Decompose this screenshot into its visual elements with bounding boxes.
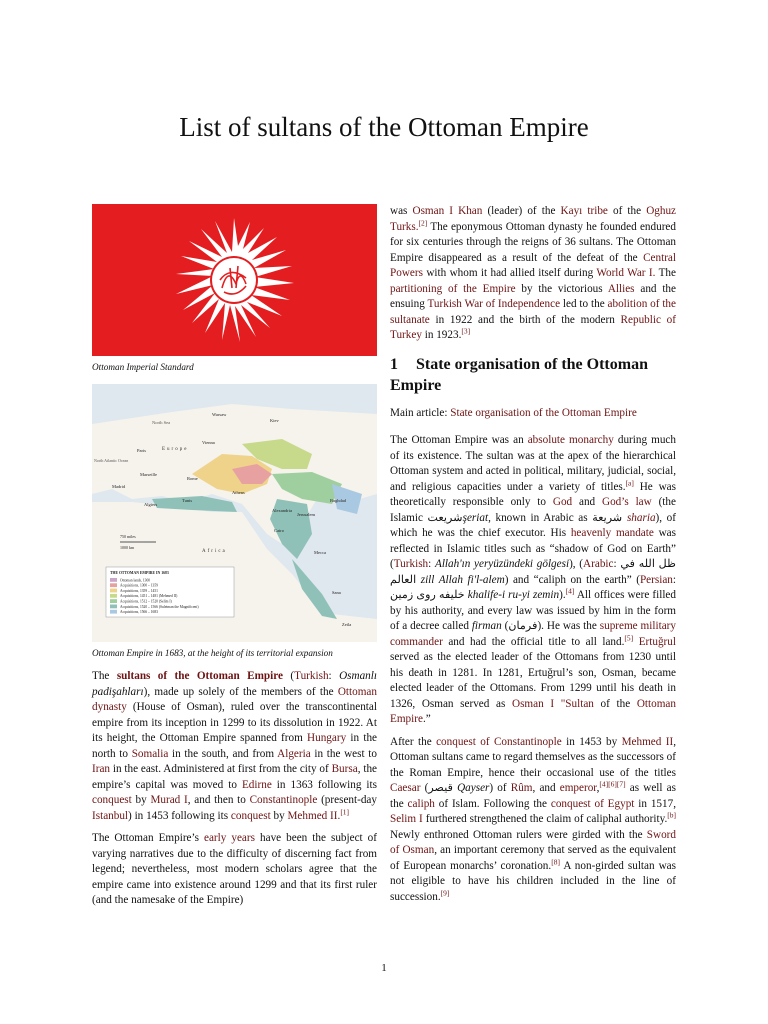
map-label-europe: Europe	[162, 446, 189, 452]
link-selim-i[interactable]: Selim I	[390, 813, 423, 825]
map-label-north-atlantic: North Atlantic Ocean	[94, 457, 129, 463]
ref-2[interactable]: [2]	[418, 217, 428, 227]
link-heavenly-mandate[interactable]: heavenly mandate	[570, 527, 654, 539]
text-seriat: şeriat	[462, 511, 489, 524]
link-rum[interactable]: Rûm	[510, 782, 533, 794]
map-legend-item: Acquisitions, 1451 – 1481 (Mehmed II)	[120, 593, 178, 598]
map-label-madrid: Madrid	[112, 483, 126, 489]
map-legend-swatch	[110, 593, 117, 597]
link-conquest-of-constantinople[interactable]: conquest of Constantinople	[436, 735, 562, 748]
intro-paragraph-2-cont: was Osman I Khan (leader) of the Kayı tribe of the Oghuz Turks.[2] The eponymous Ottoman dynasty he founded endured for six centuries through the reigns of 36 sultans. The Ottoman Empire disappeared as a result of the defeat of the Central Powers with whom it had allied itself during World War I. The partitioning of the Empire by the victorious Allies and the ensuing Turkish War of Independence led to the abolition of the sultanate in 1922 and the birth of the modern Republic of Turkey in 1923.[3]	[390, 205, 677, 341]
link-murad-i[interactable]: Murad I	[150, 794, 188, 806]
link-world-war-i[interactable]: World War I.	[596, 267, 656, 279]
map-label-warsaw: Warsaw	[212, 411, 227, 417]
link-oghuz-turks[interactable]: Oghuz Turks.	[390, 205, 677, 233]
map-legend	[106, 567, 234, 617]
map-legend-title: THE OTTOMAN EMPIRE IN 1683	[110, 570, 169, 575]
link-turkish-war[interactable]: Turkish War of Independence	[427, 298, 561, 310]
link-gods-law[interactable]: God’s law	[602, 496, 652, 508]
main-article-note	[390, 406, 676, 422]
text-zill-arabic: ظل الله في العالم	[390, 558, 677, 586]
link-algeria[interactable]: Algeria	[277, 747, 311, 760]
link-main-article[interactable]: State organisation of the Ottoman Empire	[450, 406, 637, 419]
link-hungary[interactable]: Hungary	[307, 732, 347, 744]
map-label-alexandria: Alexandria	[272, 507, 292, 513]
section-title: State organisation of the Ottoman Empire	[390, 355, 648, 394]
map-label-kiev: Kiev	[270, 417, 279, 423]
link-ottoman-dynasty[interactable]: Ottoman dynasty	[92, 685, 377, 713]
link-central-powers[interactable]: Central Powers	[390, 251, 676, 279]
map-legend-swatch	[110, 604, 117, 608]
map-legend-swatch	[110, 599, 117, 603]
text-qayser-arabic: قیصر	[428, 782, 453, 794]
text-khalife: khalife-i ru-yi zemin	[467, 589, 560, 601]
text-firman-arabic: فرمان	[508, 620, 538, 632]
page-number: 1	[381, 962, 387, 974]
text-osmanli: Osmanlı padişahları	[92, 670, 377, 698]
text-qayser: Qayser	[457, 782, 490, 794]
link-partitioning[interactable]: partitioning of the Empire	[390, 282, 516, 295]
map-label-cairo: Cairo	[274, 527, 284, 533]
link-god[interactable]: God	[552, 496, 573, 508]
link-caliph[interactable]: caliph	[407, 797, 435, 810]
section-number: 1	[390, 355, 398, 373]
map-label-sana: Sana	[332, 589, 341, 595]
link-osman-sultan[interactable]: Osman I "Sultan	[512, 697, 594, 710]
flag-caption: Ottoman Imperial Standard	[92, 362, 194, 372]
link-kayi-tribe[interactable]: Kayı tribe	[560, 205, 608, 217]
map-legend-item: Acquisitions, 1300 – 1359	[120, 583, 158, 588]
link-emperor[interactable]: emperor	[559, 782, 597, 794]
ref-4[interactable]: [4]	[565, 586, 575, 596]
link-edirne[interactable]: Edirne	[241, 778, 272, 791]
map-label-rome: Rome	[187, 475, 198, 481]
link-somalia[interactable]: Somalia	[131, 747, 169, 760]
text-zill: zill Allah fi'l-alem	[420, 573, 505, 586]
link-persian[interactable]: Persian	[639, 573, 673, 586]
text-sharia-arabic: شريعة	[592, 511, 623, 524]
link-abolition-sultanate[interactable]: abolition of the sultanate	[390, 298, 676, 326]
ref-1[interactable]: [1]	[340, 806, 350, 816]
section-heading	[390, 354, 676, 396]
ref-b[interactable]: [b]	[667, 810, 676, 820]
map-label-athens: Athens	[232, 489, 245, 495]
link-mehmed-ii[interactable]: Mehmed II.	[287, 809, 341, 822]
link-turkish[interactable]: Turkish	[294, 670, 329, 682]
text-khalife-persian: خلیفه روی زمین	[390, 589, 465, 601]
link-mehmed-ii-2[interactable]: Mehmed II	[621, 735, 674, 748]
link-conquest-edirne[interactable]: conquest	[92, 794, 132, 806]
link-turkish-2[interactable]: Turkish	[393, 558, 429, 570]
map-label-mecca: Mecca	[314, 549, 326, 555]
link-early-years[interactable]: early years	[204, 832, 255, 844]
link-osman-khan[interactable]: Osman I Khan	[412, 205, 483, 217]
link-ottoman-empire[interactable]: Ottoman Empire	[390, 697, 676, 725]
ref-5[interactable]: [5]	[624, 632, 634, 642]
main-article-prefix: Main article:	[390, 406, 451, 419]
link-absolute-monarchy[interactable]: absolute monarchy	[527, 434, 614, 446]
ref-a[interactable]: [a]	[625, 477, 634, 487]
link-caesar[interactable]: Caesar	[390, 782, 421, 794]
text-firman: firman	[471, 620, 502, 632]
map-label-baghdad: Baghdad	[330, 497, 346, 503]
map-scale-km: 1000 km	[120, 544, 135, 550]
right-column	[390, 204, 676, 912]
intro-paragraph-2: The Ottoman Empire’s early years have been the subject of varying narratives due to the difficulty of discerning fact from legend; nevertheless, most modern scholars agree that the empire came into existence around 1299 and that its first ruler (and the namesake of the Empire)	[92, 832, 377, 906]
ref-8[interactable]: [8]	[551, 856, 560, 866]
map-legend-item: Ottoman lands, 1300	[120, 577, 151, 582]
map-label-north-sea: North Sea	[152, 419, 171, 425]
link-iran[interactable]: Iran	[92, 763, 111, 775]
map-label-zeila: Zeila	[342, 621, 352, 627]
map-legend-swatch	[110, 609, 117, 613]
map-legend-item: Acquisitions, 1520 – 1566 (Suleiman the Magnificent)	[120, 604, 199, 609]
ref-9[interactable]: [9]	[440, 887, 450, 897]
intro-paragraph-1: The sultans of the Ottoman Empire (Turkish: Osmanlı padişahları), made up solely of the members of the Ottoman dynasty (House of Osman), ruled over the transcontinental empire from its inception in 1299 to its dissolution in 1922. At its height, the Ottoman Empire spanned from Hungary in the north to Somalia in the south, and from Algeria in the west to Iran in the east. Administered at first from the city of Bursa, the empire’s capital was moved to Edirne in 1363 following its conquest by Murad I, and then to Constantinople (present-day Istanbul) in 1453 following its conquest by Mehmed II.[1]	[92, 670, 378, 822]
map-legend-item: Acquisitions, 1359 – 1451	[120, 588, 158, 593]
state-paragraph-1: The Ottoman Empire was an absolute monarchy during much of its existence. The sultan was at the apex of the hierarchical Ottoman system and acted in political, military, judicial, social, and religious capacities under a variety of titles.[a] He was theoretically responsible only to God and God’s law (the Islamic شریعتşeriat, known in Arabic as شريعة sharia), of which he was the chief executor. His heavenly mandate was reflected in Islamic titles such as “shadow of God on Earth” (Turkish: Allah'ın yeryüzündeki gölgesi), (Arabic: ظل الله في العالم zill Allah fi'l-alem) and “caliph on the earth” (Persian: خلیفه روی زمین khalife-i ru-yi zemin).[4] All offices were filled by his authority, and every law was issued by him in the form of a decree called firman (فرمان). He was the supreme military commander and had the official title to all land.[5] Ertuğrul served as the elected leader of the Ottomans from 1230 until his death in 1281. In 1281, Ertuğrul’s son, Osman, became elected leader of the Ottomans. From 1299 until his death in 1326, Osman served as Osman I "Sultan of the Ottoman Empire.”	[390, 434, 677, 725]
map-label-tunis: Tunis	[182, 497, 193, 503]
link-allies[interactable]: Allies	[607, 282, 635, 295]
link-supreme-commander[interactable]: supreme military commander	[390, 620, 676, 648]
link-republic-turkey[interactable]: Republic of Turkey	[390, 313, 676, 341]
map-scale-miles: 750 miles	[120, 533, 136, 539]
page-title: List of sultans of the Ottoman Empire	[179, 112, 589, 142]
link-conquest-constantinople[interactable]: conquest	[230, 809, 271, 822]
map-label-algiers: Algiers	[144, 501, 158, 507]
ottoman-imperial-standard-flag	[92, 204, 377, 356]
ref-4-6-7[interactable]: [4][6][7]	[599, 779, 626, 789]
map-legend-swatch	[110, 583, 117, 587]
map-legend-swatch	[110, 588, 117, 592]
link-ertugrul[interactable]: Ertuğrul	[638, 635, 676, 648]
map-legend-swatch	[110, 578, 117, 582]
link-bursa[interactable]: Bursa	[331, 763, 358, 775]
map-legend-item: Acquisitions, 1512 – 1520 (Selim I)	[120, 599, 172, 603]
ottoman-empire-map[interactable]	[92, 384, 377, 642]
ref-3[interactable]: [3]	[461, 326, 471, 336]
state-paragraph-2: After the conquest of Constantinople in 1453 by Mehmed II, Ottoman sultans came to regard themselves as the successors of the Roman Empire, hence their occasional use of the titles Caesar (قیصر Qayser) of Rûm, and emperor,[4][6][7] as well as the caliph of Islam. Following the conquest of Egypt in 1517, Selim I furthered strengthened the claim of caliphal authority.[b] Newly enthroned Ottoman rulers were girded with the Sword of Osman, an important ceremony that served as the equivalent of European monarchs’ coronation.[8] A non-girded sultan was not eligible to have his children included in the line of succession.[9]	[390, 735, 677, 903]
map-caption: Ottoman Empire in 1683, at the height of its territorial expansion	[92, 647, 333, 658]
map-legend-item: Acquisitions, 1566 – 1683	[120, 609, 158, 614]
link-sword-osman[interactable]: Sword of Osman	[390, 828, 676, 856]
map-label-jerusalem: Jerusalem	[297, 511, 315, 517]
map-label-marseille: Marseille	[140, 471, 157, 477]
link-sultans[interactable]: sultans of the Ottoman Empire	[116, 670, 283, 682]
text-seriat-arabic: شریعت	[427, 511, 463, 524]
left-column	[92, 204, 377, 916]
map-label-africa: Africa	[202, 548, 227, 554]
map-label-vienna: Vienna	[202, 439, 215, 445]
text-shadow-turkish: Allah'ın yeryüzündeki gölgesi	[434, 558, 570, 570]
link-arabic[interactable]: Arabic	[583, 558, 614, 570]
link-constantinople[interactable]: Constantinople	[249, 794, 318, 806]
link-sharia[interactable]: sharia	[626, 511, 656, 524]
link-istanbul[interactable]: Istanbul	[92, 809, 129, 822]
link-conquest-egypt[interactable]: conquest of Egypt	[550, 797, 635, 810]
map-label-paris: Paris	[137, 447, 146, 453]
